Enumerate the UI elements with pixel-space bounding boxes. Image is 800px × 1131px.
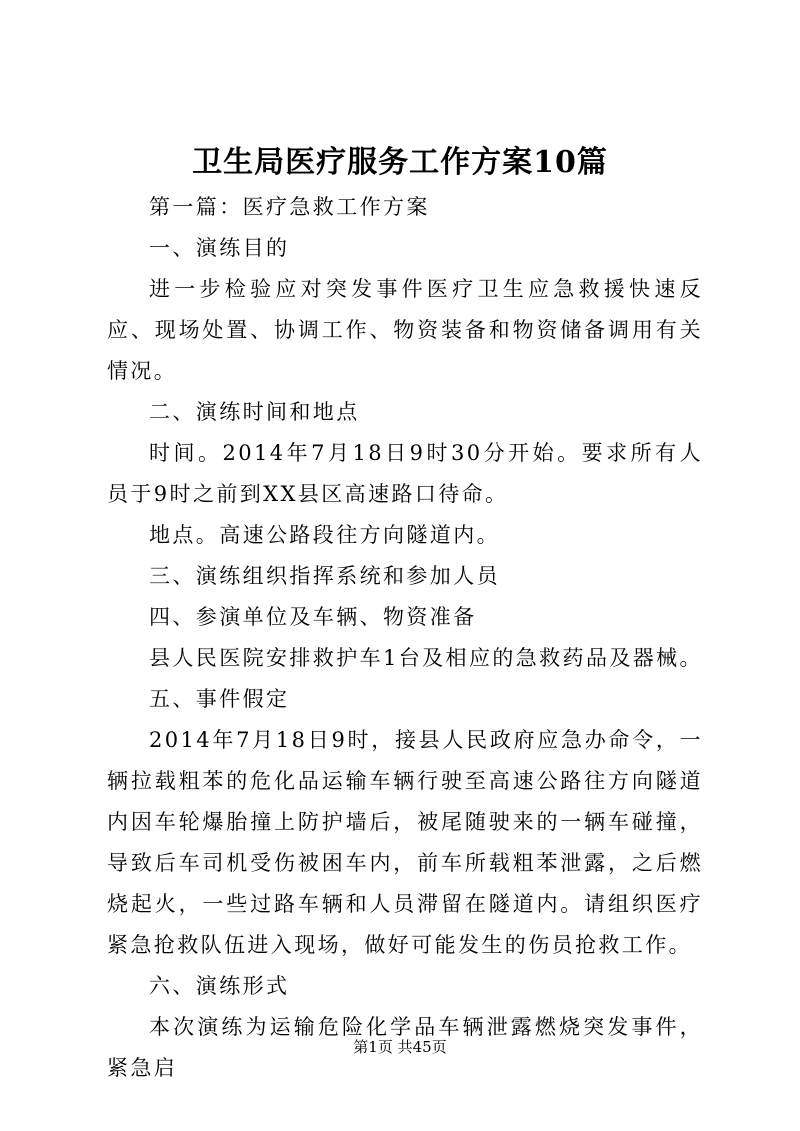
paragraph: 一、演练目的	[149, 236, 290, 260]
paragraph: 四、参演单位及车辆、物资准备	[149, 605, 477, 629]
paragraph: 本次演练为运输危险化学品车辆泄露燃烧突发事件，紧急启	[107, 1015, 703, 1080]
paragraph: 地点。高速公路段往方向隧道内。	[149, 523, 500, 547]
paragraph: 时间。2014年7月18日9时30分开始。要求所有人员于9时之前到XX县区高速路口待命。	[107, 441, 703, 506]
paragraph: 五、事件假定	[149, 687, 290, 711]
document-title: 卫生局医疗服务工作方案10篇	[192, 145, 608, 180]
document-body	[107, 187, 703, 1089]
paragraph: 三、演练组织指挥系统和参加人员	[149, 564, 500, 588]
paragraph: 第一篇：医疗急救工作方案	[149, 195, 430, 219]
paragraph: 2014年7月18日9时，接县人民政府应急办命令，一辆拉载粗苯的危化品运输车辆行驶至高速公路往方向隧道内因车轮爆胎撞上防护墙后，被尾随驶来的一辆车碰撞，导致后车司机受伤被困车内，前车所载粗苯泄露，之后燃烧起火，一些过路车辆和人员滞留在隧道内。请组织医疗紧急抢救队伍进入现场，做好可能发生的伤员抢救工作。	[107, 728, 703, 957]
paragraph: 进一步检验应对突发事件医疗卫生应急救援快速反应、现场处置、协调工作、物资装备和物资储备调用有关情况。	[107, 277, 703, 383]
paragraph: 六、演练形式	[149, 974, 290, 998]
page-footer: 第1页 共45页	[353, 1038, 447, 1056]
paragraph: 县人民医院安排救护车1台及相应的急救药品及器械。	[149, 646, 703, 670]
paragraph: 二、演练时间和地点	[149, 400, 360, 424]
